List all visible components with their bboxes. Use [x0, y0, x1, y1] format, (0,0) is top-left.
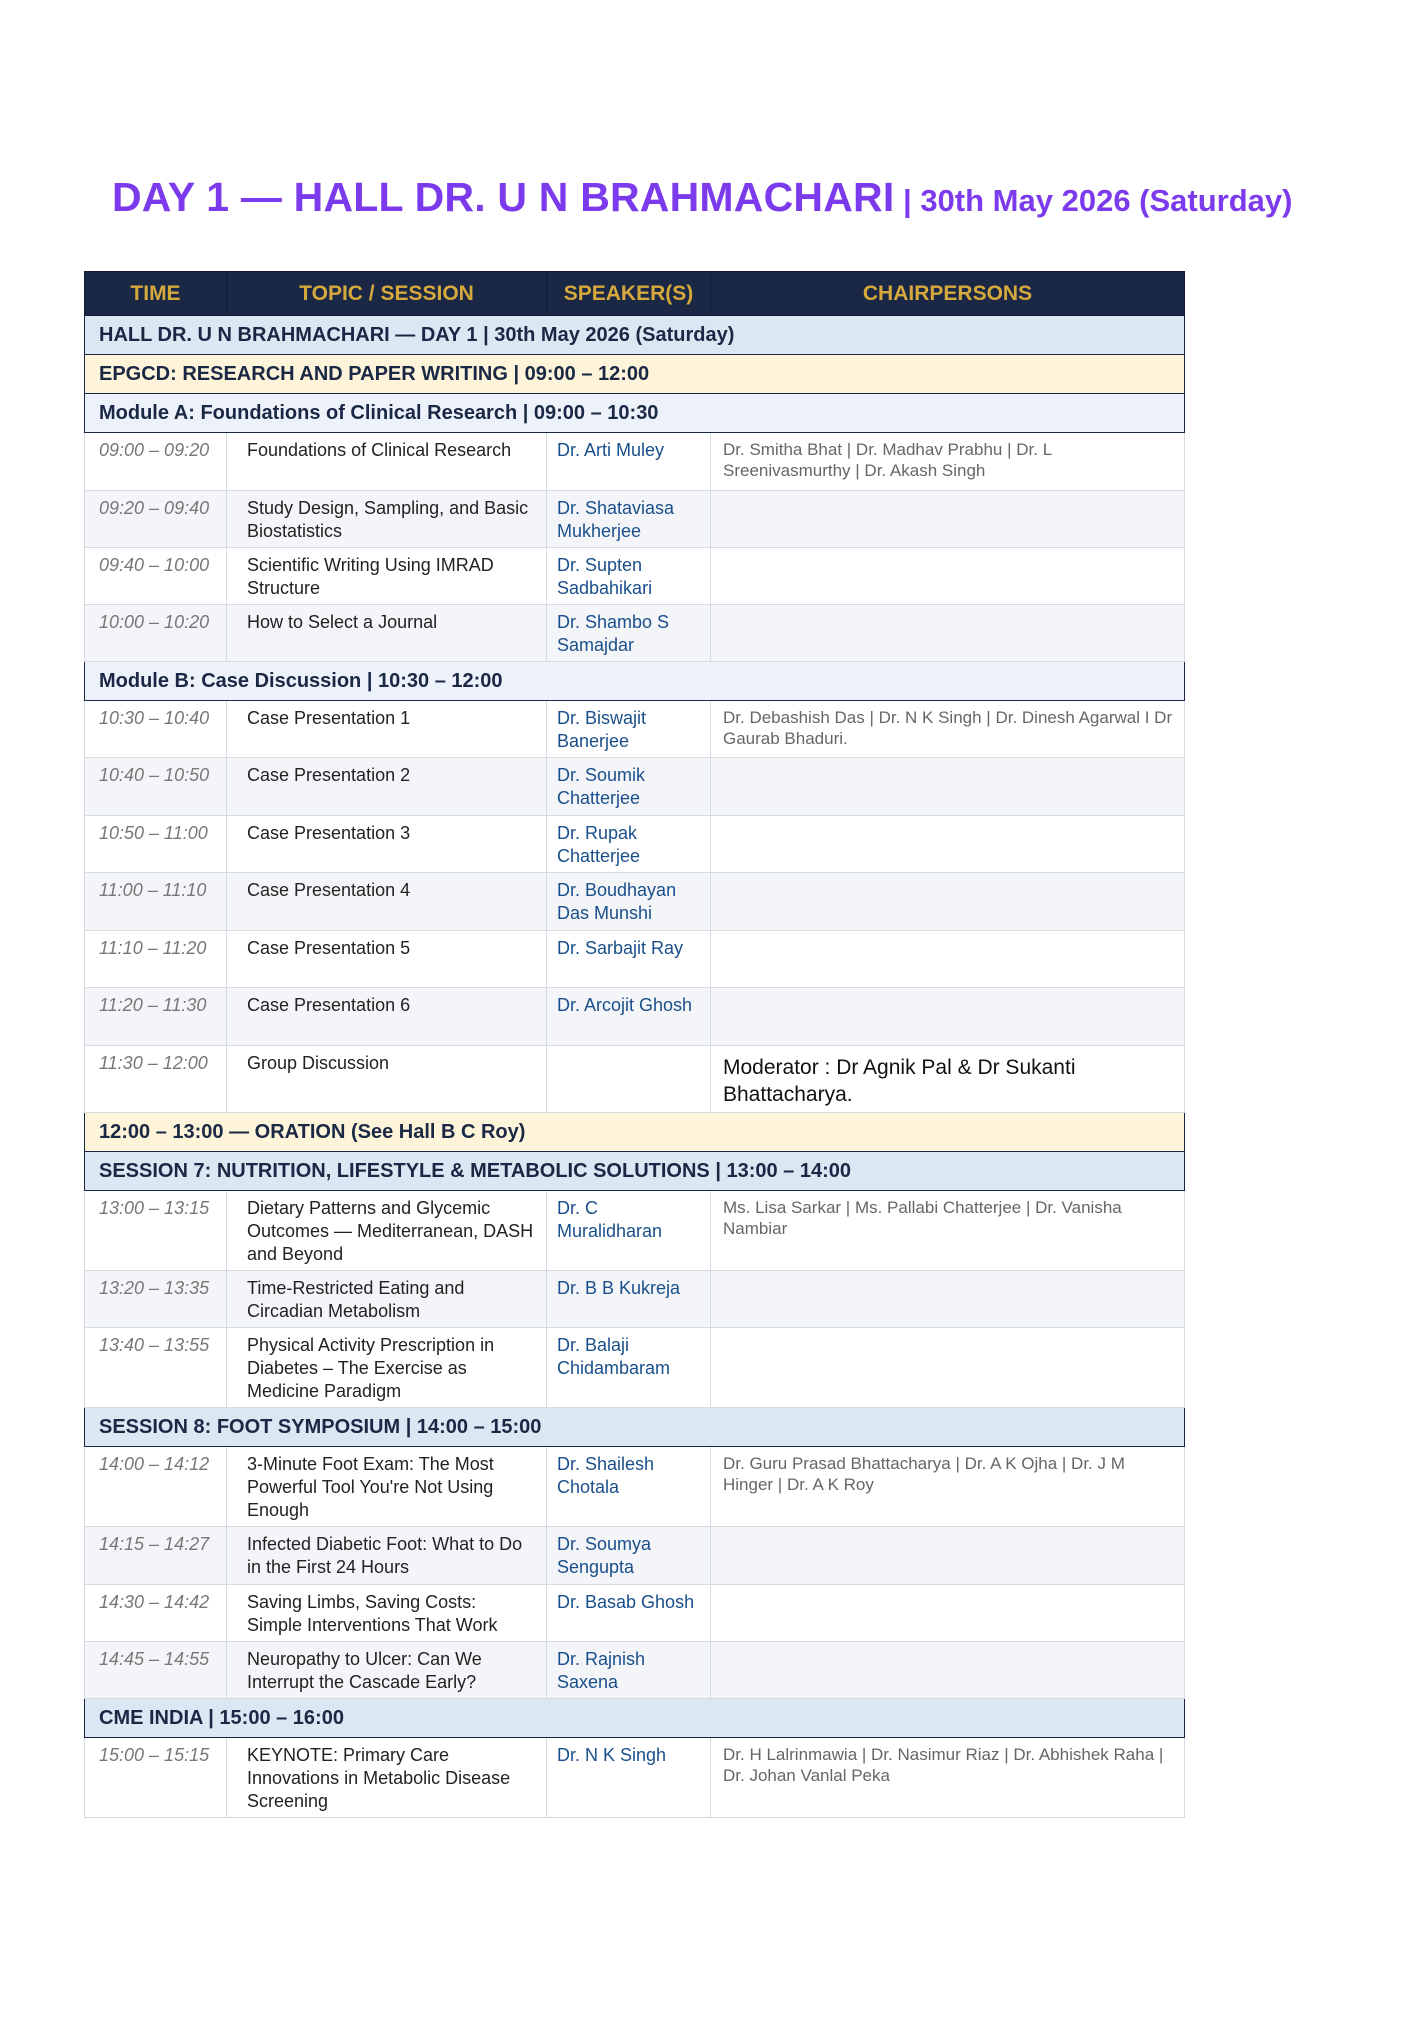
row-topic: Scientific Writing Using IMRAD Structure — [227, 548, 547, 605]
hall-header: HALL DR. U N BRAHMACHARI — DAY 1 | 30th May 2026 (Saturday) — [85, 316, 1185, 355]
row-speaker: Dr. C Muralidharan — [547, 1191, 711, 1271]
row-speaker: Dr. Soumya Sengupta — [547, 1527, 711, 1585]
row-speaker — [547, 1046, 711, 1113]
table-row — [85, 988, 1185, 1046]
row-time: 10:50 – 11:00 — [85, 816, 227, 873]
table-row — [85, 1447, 1185, 1527]
row-topic: Case Presentation 5 — [227, 931, 547, 988]
table-row — [85, 1642, 1185, 1699]
row-time: 10:00 – 10:20 — [85, 605, 227, 662]
row-topic: Infected Diabetic Foot: What to Do in the First 24 Hours — [227, 1527, 547, 1585]
row-speaker: Dr. Shailesh Chotala — [547, 1447, 711, 1527]
row-topic: Group Discussion — [227, 1046, 547, 1113]
row-topic: Case Presentation 1 — [227, 701, 547, 758]
row-topic: Foundations of Clinical Research — [227, 433, 547, 491]
table-row — [85, 1527, 1185, 1585]
row-time: 11:20 – 11:30 — [85, 988, 227, 1046]
session8-header-row — [85, 1408, 1185, 1447]
session8-header: SESSION 8: FOOT SYMPOSIUM | 14:00 – 15:00 — [85, 1408, 1185, 1447]
row-chairpersons — [711, 873, 1185, 931]
row-time: 11:00 – 11:10 — [85, 873, 227, 931]
table-row — [85, 548, 1185, 605]
row-speaker: Dr. Arcojit Ghosh — [547, 988, 711, 1046]
row-speaker: Dr. Biswajit Banerjee — [547, 701, 711, 758]
row-chairpersons — [711, 988, 1185, 1046]
row-speaker: Dr. Boudhayan Das Munshi — [547, 873, 711, 931]
row-chairpersons: Ms. Lisa Sarkar | Ms. Pallabi Chatterjee | Dr. Vanisha Nambiar — [711, 1191, 1185, 1271]
table-row — [85, 1738, 1185, 1818]
row-speaker: Dr. Shataviasa Mukherjee — [547, 491, 711, 548]
row-speaker: Dr. Supten Sadbahikari — [547, 548, 711, 605]
table-row — [85, 816, 1185, 873]
row-speaker: Dr. B B Kukreja — [547, 1271, 711, 1328]
module-b-header: Module B: Case Discussion | 10:30 – 12:00 — [85, 662, 1185, 701]
row-time: 11:10 – 11:20 — [85, 931, 227, 988]
row-time: 10:30 – 10:40 — [85, 701, 227, 758]
header-time: TIME — [85, 272, 227, 316]
row-time: 14:15 – 14:27 — [85, 1527, 227, 1585]
row-topic: 3-Minute Foot Exam: The Most Powerful Tool You're Not Using Enough — [227, 1447, 547, 1527]
row-topic: Case Presentation 6 — [227, 988, 547, 1046]
session7-header: SESSION 7: NUTRITION, LIFESTYLE & METABOLIC SOLUTIONS | 13:00 – 14:00 — [85, 1152, 1185, 1191]
schedule-table — [84, 271, 1185, 1818]
row-chairpersons — [711, 1271, 1185, 1328]
row-chairpersons — [711, 491, 1185, 548]
row-chairpersons — [711, 816, 1185, 873]
row-topic: How to Select a Journal — [227, 605, 547, 662]
row-topic: KEYNOTE: Primary Care Innovations in Metabolic Disease Screening — [227, 1738, 547, 1818]
row-chairpersons — [711, 758, 1185, 816]
table-row — [85, 433, 1185, 491]
page-title-main: DAY 1 — HALL DR. U N BRAHMACHARI — [112, 174, 895, 220]
row-time: 14:30 – 14:42 — [85, 1585, 227, 1642]
row-speaker: Dr. Balaji Chidambaram — [547, 1328, 711, 1408]
hall-header-row — [85, 316, 1185, 355]
row-speaker: Dr. N K Singh — [547, 1738, 711, 1818]
table-row — [85, 605, 1185, 662]
module-a-header: Module A: Foundations of Clinical Research | 09:00 – 10:30 — [85, 394, 1185, 433]
row-time: 14:45 – 14:55 — [85, 1642, 227, 1699]
page-title-date: | 30th May 2026 (Saturday) — [894, 183, 1293, 218]
row-topic: Case Presentation 3 — [227, 816, 547, 873]
table-row — [85, 491, 1185, 548]
row-time: 13:20 – 13:35 — [85, 1271, 227, 1328]
header-topic: TOPIC / SESSION — [227, 272, 547, 316]
row-topic: Study Design, Sampling, and Basic Biostatistics — [227, 491, 547, 548]
module-a-header-row — [85, 394, 1185, 433]
page-title — [112, 174, 1292, 221]
row-moderator: Moderator : Dr Agnik Pal & Dr Sukanti Bhattacharya. — [711, 1046, 1185, 1113]
row-time: 13:00 – 13:15 — [85, 1191, 227, 1271]
row-speaker: Dr. Soumik Chatterjee — [547, 758, 711, 816]
row-chairpersons — [711, 1642, 1185, 1699]
table-row — [85, 758, 1185, 816]
row-chairpersons — [711, 605, 1185, 662]
row-chairpersons: Dr. H Lalrinmawia | Dr. Nasimur Riaz | Dr. Abhishek Raha | Dr. Johan Vanlal Peka — [711, 1738, 1185, 1818]
row-chairpersons — [711, 1585, 1185, 1642]
oration-header: 12:00 – 13:00 — ORATION (See Hall B C Roy) — [85, 1113, 1185, 1152]
table-row — [85, 931, 1185, 988]
row-time: 09:40 – 10:00 — [85, 548, 227, 605]
row-speaker: Dr. Rupak Chatterjee — [547, 816, 711, 873]
row-time: 14:00 – 14:12 — [85, 1447, 227, 1527]
row-topic: Dietary Patterns and Glycemic Outcomes — Mediterranean, DASH and Beyond — [227, 1191, 547, 1271]
table-header-row — [85, 272, 1185, 316]
row-speaker: Dr. Basab Ghosh — [547, 1585, 711, 1642]
table-row — [85, 1271, 1185, 1328]
table-row — [85, 1585, 1185, 1642]
row-topic: Neuropathy to Ulcer: Can We Interrupt the Cascade Early? — [227, 1642, 547, 1699]
row-chairpersons: Dr. Guru Prasad Bhattacharya | Dr. A K Ojha | Dr. J M Hinger | Dr. A K Roy — [711, 1447, 1185, 1527]
table-row — [85, 1328, 1185, 1408]
oration-header-row — [85, 1113, 1185, 1152]
row-time: 09:00 – 09:20 — [85, 433, 227, 491]
row-speaker: Dr. Rajnish Saxena — [547, 1642, 711, 1699]
row-topic: Time-Restricted Eating and Circadian Metabolism — [227, 1271, 547, 1328]
row-time: 13:40 – 13:55 — [85, 1328, 227, 1408]
table-row — [85, 1191, 1185, 1271]
row-time: 09:20 – 09:40 — [85, 491, 227, 548]
cme-header: CME INDIA | 15:00 – 16:00 — [85, 1699, 1185, 1738]
row-chairpersons: Dr. Debashish Das | Dr. N K Singh | Dr. Dinesh Agarwal I Dr Gaurab Bhaduri. — [711, 701, 1185, 758]
row-speaker: Dr. Shambo S Samajdar — [547, 605, 711, 662]
epgcd-header: EPGCD: RESEARCH AND PAPER WRITING | 09:00 – 12:00 — [85, 355, 1185, 394]
row-topic: Case Presentation 2 — [227, 758, 547, 816]
session7-header-row — [85, 1152, 1185, 1191]
row-chairpersons — [711, 548, 1185, 605]
table-row — [85, 1046, 1185, 1113]
module-b-header-row — [85, 662, 1185, 701]
row-time: 15:00 – 15:15 — [85, 1738, 227, 1818]
row-chairpersons: Dr. Smitha Bhat | Dr. Madhav Prabhu | Dr. L Sreenivasmurthy | Dr. Akash Singh — [711, 433, 1185, 491]
row-topic: Physical Activity Prescription in Diabetes – The Exercise as Medicine Paradigm — [227, 1328, 547, 1408]
row-topic: Case Presentation 4 — [227, 873, 547, 931]
header-speakers: SPEAKER(S) — [547, 272, 711, 316]
header-chairpersons: CHAIRPERSONS — [711, 272, 1185, 316]
row-chairpersons — [711, 1527, 1185, 1585]
row-time: 10:40 – 10:50 — [85, 758, 227, 816]
row-time: 11:30 – 12:00 — [85, 1046, 227, 1113]
cme-header-row — [85, 1699, 1185, 1738]
row-speaker: Dr. Arti Muley — [547, 433, 711, 491]
row-topic: Saving Limbs, Saving Costs: Simple Interventions That Work — [227, 1585, 547, 1642]
epgcd-header-row — [85, 355, 1185, 394]
row-chairpersons — [711, 1328, 1185, 1408]
table-row — [85, 873, 1185, 931]
row-chairpersons — [711, 931, 1185, 988]
row-speaker: Dr. Sarbajit Ray — [547, 931, 711, 988]
table-row — [85, 701, 1185, 758]
